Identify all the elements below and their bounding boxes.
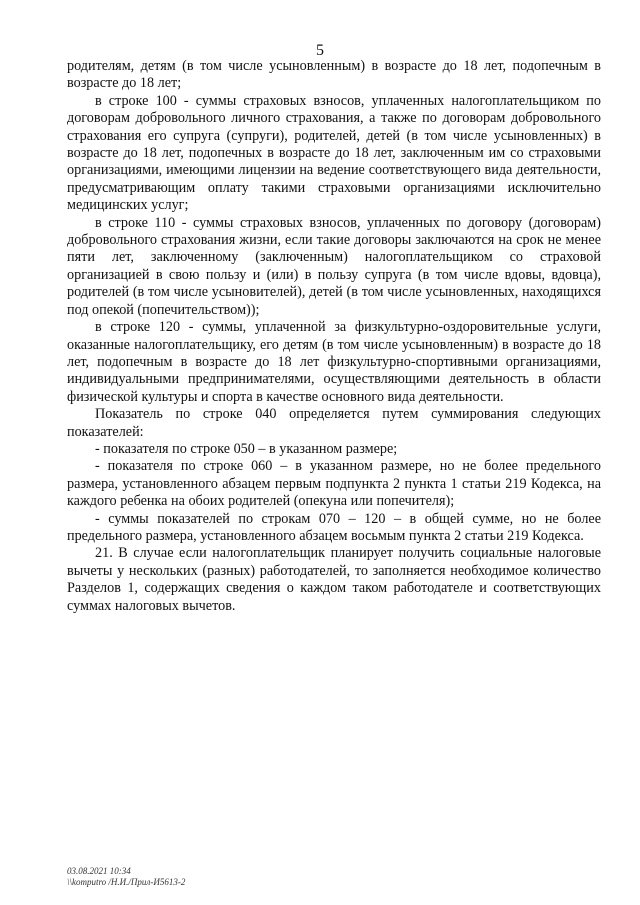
footer-stamp bbox=[67, 866, 185, 888]
footer-timestamp: 03.08.2021 10:34 bbox=[67, 866, 131, 876]
paragraph-indicator-040: Показатель по строке 040 определяется путем суммирования следующих показателей: bbox=[67, 406, 601, 440]
paragraph-line-110: в строке 110 - суммы страховых взносов, уплаченных по договору (договорам) добровольного страхования жизни, если такие договоры заключаются на срок не менее пяти лет, заключенному (заключенным) налогоплательщиком со страховой организацией в свою пользу и (или) в пользу супруга (в том числе вдовы, вдовца), родителей (в том числе усыновителей), детей (в том числе усыновленных, находящихся под опекой (попечительством)); bbox=[67, 214, 601, 318]
paragraph-continuation: родителям, детям (в том числе усыновленным) в возрасте до 18 лет, подопечным в возрасте до 18 лет; bbox=[67, 58, 601, 92]
list-item-060: - показателя по строке 060 – в указанном размере, но не более предельного размера, установленного абзацем первым подпункта 2 пункта 1 статьи 219 Кодекса, на каждого ребенка на обоих родителей (опекуна или попечителя); bbox=[67, 458, 601, 510]
page-number: 5 bbox=[316, 42, 324, 59]
footer-file-path: \\komputro /Н.И./Прил-И5613-2 bbox=[67, 877, 186, 887]
paragraph-line-100: в строке 100 - суммы страховых взносов, уплаченных налогоплательщиком по договорам добровольного личного страхования, а также по договорам добровольного страхования его супруга (супруги), родителей, детей (в том числе усыновленных) в возрасте до 18 лет, подопечных в возрасте до 18 лет, заключенным им со страховыми организациями, имеющими лицензии на ведение соответствующего вида деятельности, предусматривающим оплату такими страховыми организациями исключительно медицинских услуг; bbox=[67, 92, 601, 214]
paragraph-line-120: в строке 120 - суммы, уплаченной за физкультурно-оздоровительные услуги, оказанные налогоплательщику, его детям (в том числе усыновленным) в возрасте до 18 лет, подопечным в возрасте до 18 лет физкультурно-спортивными организациями, индивидуальными предпринимателями, осуществляющими деятельность в области физической культуры и спорта в качестве основного вида деятельности. bbox=[67, 319, 601, 405]
list-item-050: - показателя по строке 050 – в указанном размере; bbox=[95, 440, 398, 457]
document-body bbox=[67, 58, 601, 615]
paragraph-item-21: 21. В случае если налогоплательщик планирует получить социальные налоговые вычеты у нескольких (разных) работодателей, то заполняется необходимое количество Разделов 1, содержащих сведения о каждом таком работодателе и соответствующих суммах налоговых вычетов. bbox=[67, 545, 601, 614]
list-item-070-120: - суммы показателей по строкам 070 – 120 – в общей сумме, но не более предельного размера, установленного абзацем восьмым пункта 2 статьи 219 Кодекса. bbox=[67, 510, 601, 544]
